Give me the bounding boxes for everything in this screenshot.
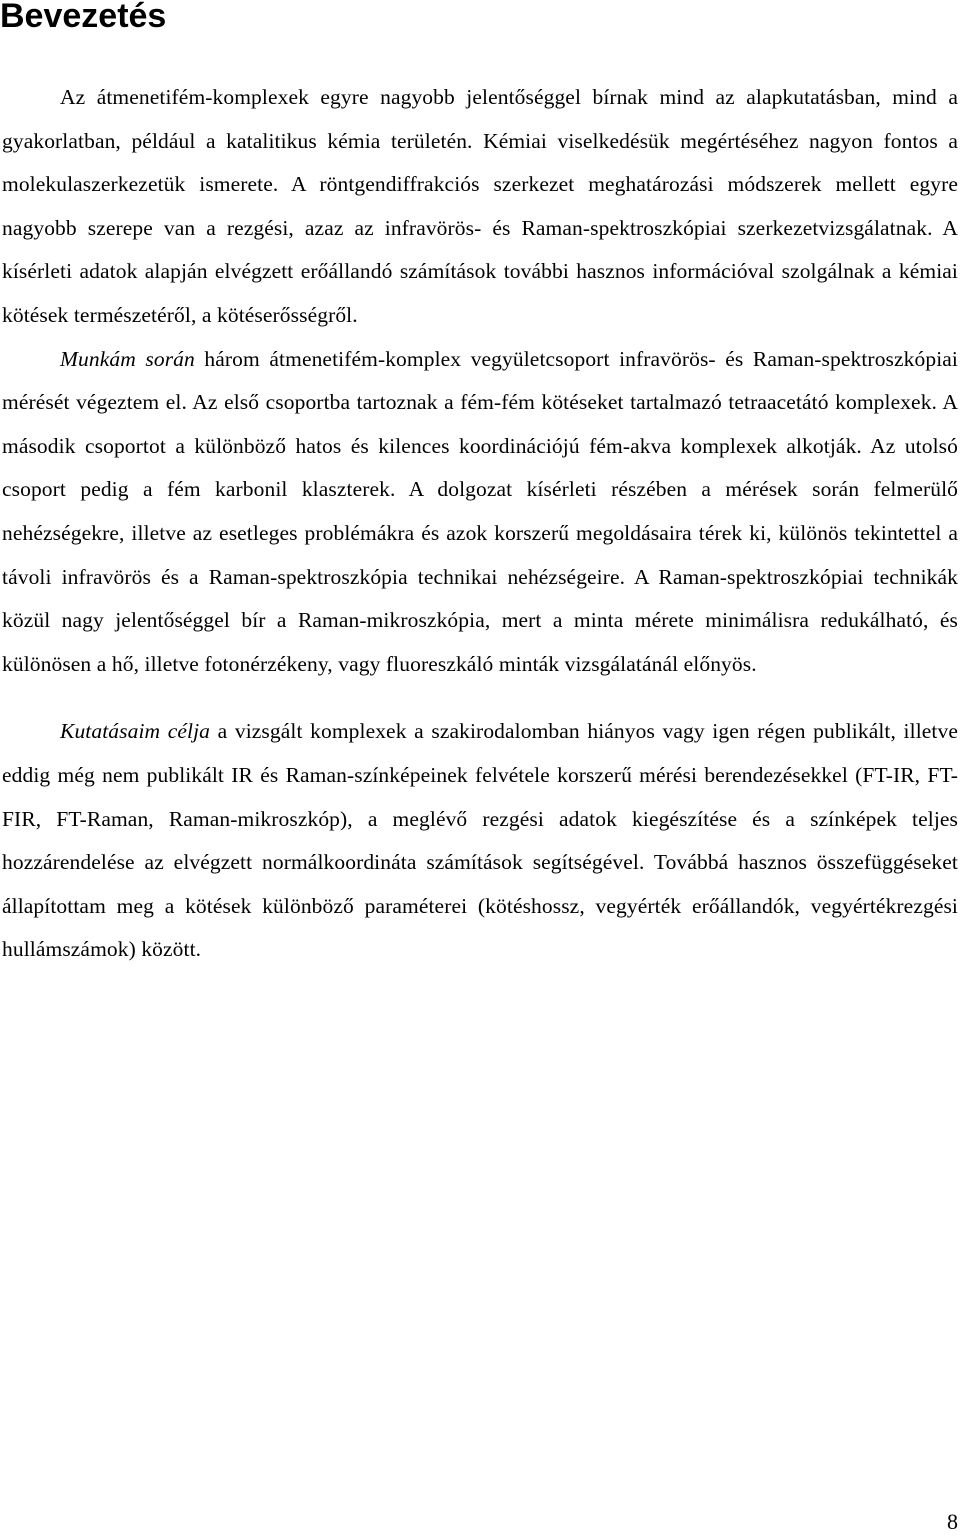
- paragraph-intro-text: Az átmenetifém-komplexek egyre nagyobb jelentőséggel bírnak mind az alapkutatásban, mind a gyakorlatban, például a katalitikus kémia területén. Kémiai viselkedésük megértéséhez nagyon fontos a molekulaszerkezetük ismerete. A röntgendiffrakciós szerkezet meghatározási módszerek mellett egyre nagyobb szerepe van a rezgési, azaz az infravörös- és Raman-spektroszkópiai szerkezetvizsgálatnak. A kísérleti adatok alapján elvégzett erőállandó számítások további hasznos információval szolgálnak a kémiai kötések természetéről, a kötéserősségről.: [2, 85, 958, 327]
- paragraph-aims-lead: Kutatásaim célja: [60, 719, 211, 744]
- paragraph-intro: [2, 76, 958, 338]
- paragraph-aims-text: a vizsgált komplexek a szakirodalomban hiányos vagy igen régen publikált, illetve eddig még nem publikált IR és Raman-színképeinek felvétele korszerű mérési berendezésekkel (FT-IR, FT-FIR, FT-Raman, Raman-mikroszkóp), a meglévő rezgési adatok kiegészítése és a színképek teljes hozzárendelése az elvégzett normálkoordináta számítások segítségével. Továbbá hasznos összefüggéseket állapítottam meg a kötések különböző paraméterei (kötéshossz, vegyérték erőállandók, vegyértékrezgési hullámszámok) között.: [2, 719, 958, 962]
- paragraph-work-text: három átmenetifém-komplex vegyületcsoport infravörös- és Raman-spektroszkópiai mérését végeztem el. Az első csoportba tartoznak a fém-fém kötéseket tartalmazó tetraacetátó komplexek. A második csoportot a különböző hatos és kilences koordinációjú fém-akva komplexek alkotják. Az utolsó csoport pedig a fém karbonil klaszterek. A dolgozat kísérleti részében a mérések során felmerülő nehézségekre, illetve az esetleges problémákra és azok korszerű megoldásaira térek ki, különös tekintettel a távoli infravörös és a Raman-spektroszkópia technikai nehézségeire. A Raman-spektroszkópiai technikák közül nagy jelentőséggel bír a Raman-mikroszkópia, mert a minta mérete minimálisra redukálható, és különösen a hő, illetve fotonérzékeny, vagy fluoreszkáló minták vizsgálatánál előnyös.: [2, 346, 958, 676]
- section-heading: Bevezetés: [0, 0, 167, 35]
- paragraph-work: [2, 338, 958, 687]
- paragraph-work-lead: Munkám során: [60, 346, 195, 371]
- body-text: [2, 76, 958, 972]
- page-number: 8: [947, 1509, 958, 1534]
- paragraph-aims: [2, 710, 958, 972]
